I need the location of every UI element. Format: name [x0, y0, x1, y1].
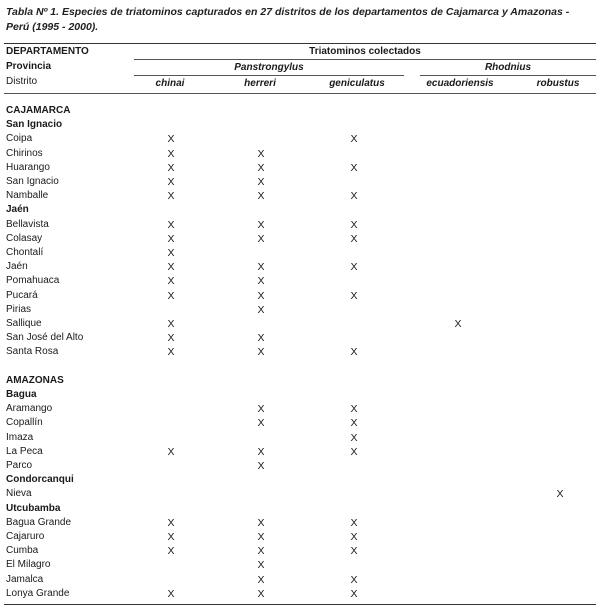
presence-mark-geniculatus: X [350, 417, 358, 430]
presence-mark-geniculatus: X [350, 516, 358, 529]
table-row [0, 161, 600, 175]
table-row [0, 459, 600, 473]
province-row [0, 118, 600, 132]
province-row [0, 502, 600, 516]
province-name: Jaén [6, 204, 29, 216]
presence-mark-chinai: X [167, 176, 175, 188]
department-name: AMAZONAS [6, 374, 64, 386]
table-row [0, 516, 600, 530]
table-row [0, 175, 600, 189]
district-name: La Peca [6, 445, 43, 457]
table-row [0, 530, 600, 544]
district-name: Bagua Grande [6, 516, 72, 528]
header-provincia: Provincia [6, 61, 52, 72]
district-name: Sallique [6, 318, 42, 329]
header-bottom-rule [4, 93, 596, 94]
table-row [0, 544, 600, 558]
presence-mark-herreri: X [257, 261, 265, 274]
presence-mark-herreri: X [257, 559, 265, 572]
presence-mark-herreri: X [257, 232, 265, 245]
table-row [0, 218, 600, 232]
district-name: Cumba [6, 545, 39, 557]
presence-mark-chinai: X [167, 247, 175, 259]
presence-mark-chinai: X [167, 147, 175, 160]
presence-mark-herreri: X [257, 545, 265, 558]
presence-mark-chinai: X [167, 232, 175, 245]
district-name: Jamalca [6, 573, 44, 585]
header-group-rule [134, 59, 596, 60]
spacer-row [0, 360, 600, 374]
table-row [0, 487, 600, 501]
table-row [0, 331, 600, 345]
district-name: Jaén [6, 261, 28, 273]
presence-mark-chinai: X [167, 218, 175, 231]
table-row [0, 147, 600, 161]
header-species-geniculatus: geniculatus [329, 78, 385, 89]
table-row [0, 573, 600, 587]
presence-mark-geniculatus: X [350, 545, 358, 558]
presence-mark-herreri: X [257, 303, 265, 316]
presence-mark-geniculatus: X [350, 587, 358, 600]
table-row [0, 260, 600, 274]
presence-mark-herreri: X [257, 460, 265, 472]
district-name: Copallín [6, 417, 43, 429]
table-row [0, 587, 600, 601]
presence-mark-geniculatus: X [350, 218, 358, 231]
province-name: Bagua [6, 389, 37, 400]
presence-mark-chinai: X [167, 133, 175, 146]
presence-mark-ecuadoriensis: X [454, 318, 462, 330]
table-row [0, 303, 600, 317]
table-caption: Tabla Nº 1. Especies de triatominos capturados en 27 distritos de los departamentos de Cajamarca y Amazonas - Perú (1995 - 2000). [6, 6, 570, 33]
presence-mark-herreri: X [257, 275, 265, 288]
presence-mark-chinai: X [167, 587, 175, 600]
presence-mark-chinai: X [167, 190, 175, 203]
presence-mark-herreri: X [257, 531, 265, 543]
table-row [0, 132, 600, 146]
presence-mark-geniculatus: X [350, 232, 358, 245]
presence-mark-herreri: X [257, 346, 265, 359]
header-panstrongylus-rule [134, 75, 404, 76]
district-name: Colasay [6, 232, 43, 244]
presence-mark-geniculatus: X [350, 190, 358, 203]
district-name: Nieva [6, 488, 32, 500]
department-row [0, 104, 600, 118]
table-row [0, 402, 600, 416]
presence-mark-chinai: X [167, 516, 175, 529]
district-name: Santa Rosa [6, 346, 59, 358]
header-genus-panstrongylus: Panstrongylus [234, 62, 304, 73]
header-species-ecuadoriensis: ecuadoriensis [426, 78, 494, 89]
table-top-rule [4, 43, 596, 44]
table-row [0, 232, 600, 246]
presence-mark-herreri: X [257, 289, 265, 302]
header-triatominos-colectados: Triatominos colectados [309, 46, 421, 57]
presence-mark-geniculatus: X [350, 445, 358, 458]
district-name: Pirias [6, 303, 32, 315]
header-rhodnius-rule [420, 75, 596, 76]
presence-mark-geniculatus: X [350, 161, 358, 174]
presence-mark-geniculatus: X [350, 289, 358, 302]
table-row [0, 274, 600, 288]
district-name: Namballe [6, 190, 49, 202]
presence-mark-robustus: X [556, 488, 564, 501]
presence-mark-geniculatus: X [350, 431, 358, 444]
presence-mark-herreri: X [257, 445, 265, 458]
header-distrito: Distrito [6, 76, 38, 87]
district-name: Bellavista [6, 218, 49, 230]
table-row [0, 416, 600, 430]
header-departamento: DEPARTAMENTO [6, 46, 89, 57]
table-bottom-rule [4, 604, 596, 605]
district-name: Coipa [6, 133, 33, 145]
presence-mark-chinai: X [167, 161, 175, 174]
header-species-robustus: robustus [536, 78, 580, 89]
province-row [0, 388, 600, 402]
presence-mark-geniculatus: X [350, 346, 358, 359]
presence-mark-herreri: X [257, 516, 265, 529]
presence-mark-chinai: X [167, 531, 175, 543]
district-name: San Ignacio [6, 176, 59, 187]
header-genus-rhodnius: Rhodnius [484, 62, 532, 73]
province-name: Utcubamba [6, 502, 61, 514]
district-name: Pomahuaca [6, 275, 60, 287]
presence-mark-chinai: X [167, 346, 175, 359]
province-row [0, 203, 600, 217]
district-name: San José del Alto [6, 332, 84, 344]
presence-mark-herreri: X [257, 417, 265, 430]
table-row [0, 431, 600, 445]
district-name: Lonya Grande [6, 587, 70, 599]
province-name: San Ignacio [6, 119, 63, 131]
province-name: Condorcanqui [6, 474, 74, 486]
department-row [0, 374, 600, 388]
district-name: Chontalí [6, 247, 44, 258]
presence-mark-herreri: X [257, 218, 265, 231]
presence-mark-geniculatus: X [350, 403, 358, 416]
presence-mark-herreri: X [257, 161, 265, 174]
presence-mark-chinai: X [167, 261, 175, 274]
district-name: Imaza [6, 431, 34, 443]
presence-mark-herreri: X [257, 176, 265, 188]
table-row [0, 246, 600, 260]
header-species-herreri: herreri [244, 78, 276, 89]
table-row [0, 558, 600, 572]
table-row [0, 289, 600, 303]
presence-mark-geniculatus: X [350, 531, 358, 543]
province-row [0, 473, 600, 487]
table-row [0, 345, 600, 359]
presence-mark-chinai: X [167, 545, 175, 558]
presence-mark-herreri: X [257, 587, 265, 600]
presence-mark-herreri: X [257, 403, 265, 416]
district-name: El Milagro [6, 559, 51, 571]
presence-mark-chinai: X [167, 318, 175, 330]
district-name: Chirinos [6, 147, 43, 159]
presence-mark-chinai: X [167, 289, 175, 302]
presence-mark-chinai: X [167, 445, 175, 458]
table-row [0, 317, 600, 331]
header-species-chinai: chinai [155, 78, 185, 89]
presence-mark-chinai: X [167, 332, 175, 345]
presence-mark-herreri: X [257, 147, 265, 160]
presence-mark-chinai: X [167, 275, 175, 288]
presence-mark-geniculatus: X [350, 261, 358, 274]
table-row [0, 445, 600, 459]
presence-mark-herreri: X [257, 332, 265, 345]
presence-mark-herreri: X [257, 573, 265, 586]
district-name: Huarango [6, 161, 50, 173]
district-name: Aramango [6, 403, 53, 415]
presence-mark-geniculatus: X [350, 573, 358, 586]
table-row [0, 189, 600, 203]
district-name: Cajaruro [6, 531, 45, 542]
presence-mark-geniculatus: X [350, 133, 358, 146]
presence-mark-herreri: X [257, 190, 265, 203]
district-name: Pucará [6, 289, 38, 301]
district-name: Parco [6, 460, 33, 471]
department-name: CAJAMARCA [6, 105, 71, 116]
